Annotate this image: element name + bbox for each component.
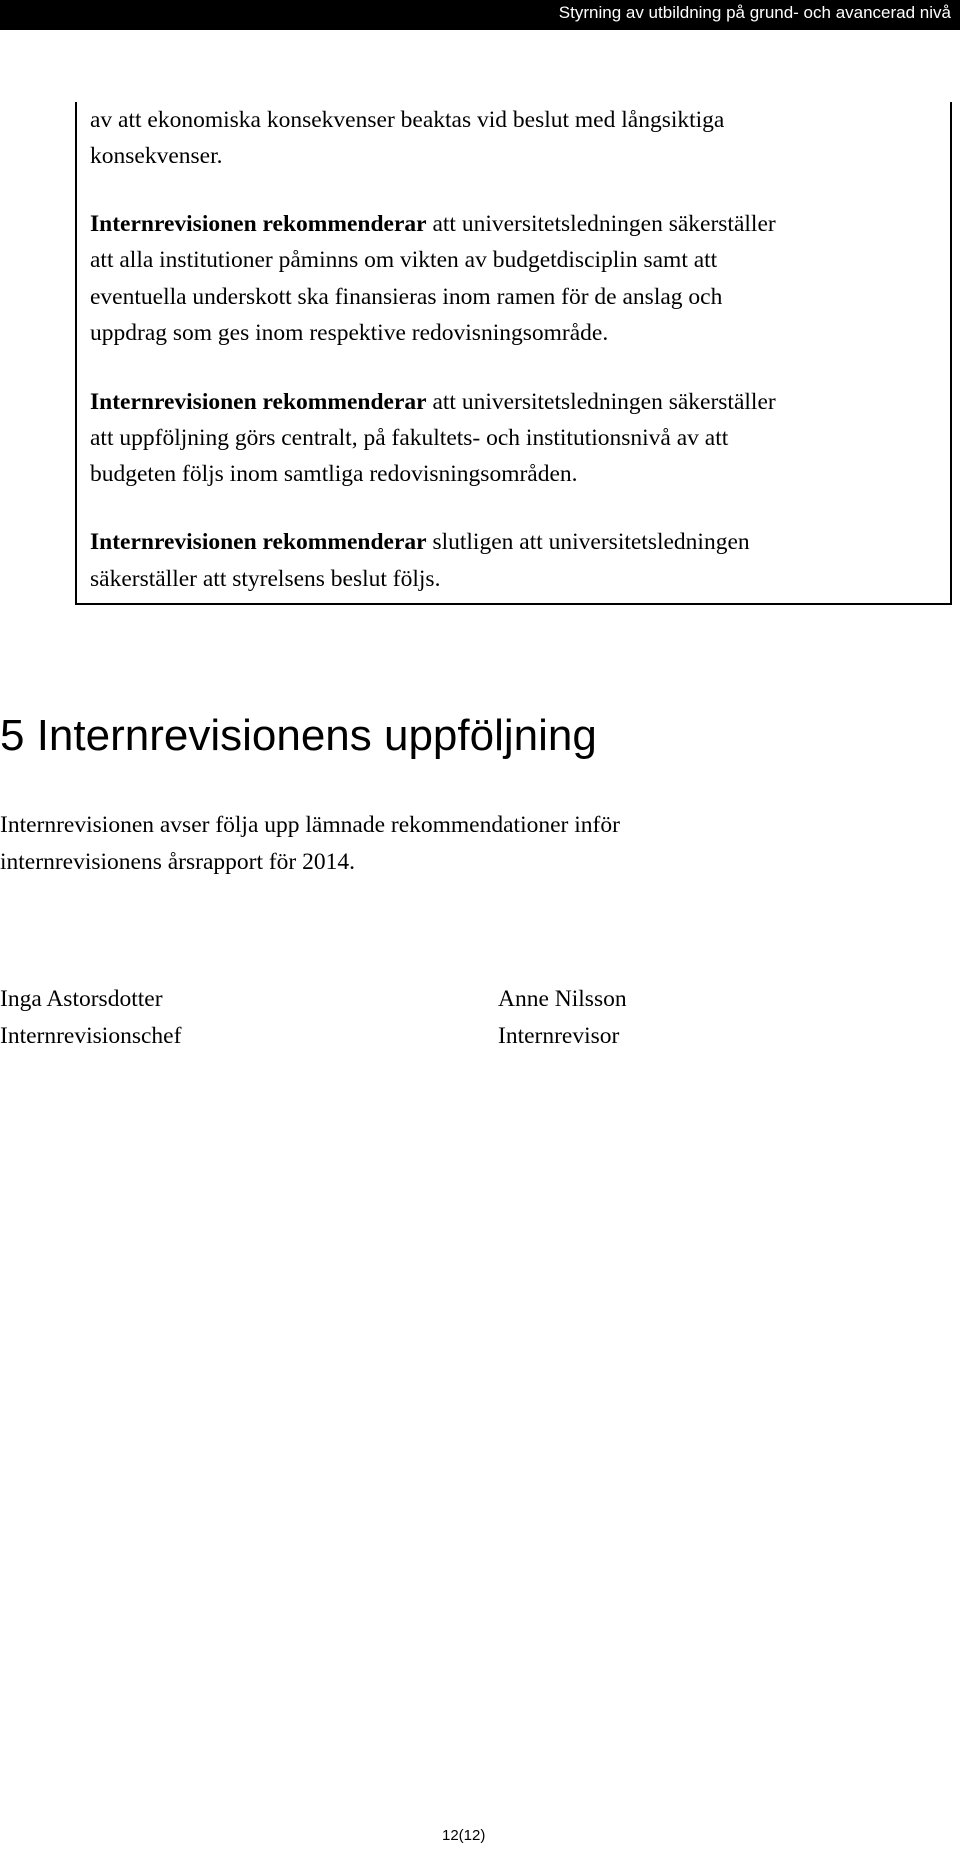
signature-1-title: Internrevisionschef	[0, 1023, 182, 1049]
box-para3-line2: att uppföljning görs centralt, på fakultets- och institutionsnivå av att	[90, 425, 729, 451]
box-para3-line1	[90, 384, 776, 421]
box-para2-line2: att alla institutioner påminns om vikten av budgetdisciplin samt att	[90, 247, 718, 273]
box-para2-line1	[90, 206, 776, 243]
box-para2-line4: uppdrag som ges inom respektive redovisningsområde.	[90, 320, 609, 346]
section-heading: 5 Internrevisionens uppföljning	[0, 711, 597, 760]
signature-1-name: Inga Astorsdotter	[0, 986, 163, 1012]
box-para3-line1-rest: att universitetsledningen säkerställer	[432, 389, 776, 415]
signature-2-title: Internrevisor	[498, 1023, 620, 1049]
box-para1-line2: konsekvenser.	[90, 143, 223, 169]
box-para4-line1-rest: slutligen att universitetsledningen	[432, 529, 750, 555]
recommendation-label: Internrevisionen rekommenderar	[90, 529, 427, 555]
page-number: 12(12)	[442, 1827, 486, 1844]
box-para1-line1: av att ekonomiska konsekvenser beaktas vid beslut med långsiktiga	[90, 107, 725, 133]
box-para4-line2: säkerställer att styrelsens beslut följs.	[90, 566, 441, 592]
signature-2-name: Anne Nilsson	[498, 986, 627, 1012]
page-header	[0, 0, 960, 30]
recommendation-label: Internrevisionen rekommenderar	[90, 211, 427, 237]
box-para3-line3: budgeten följs inom samtliga redovisningsområden.	[90, 461, 578, 487]
header-title: Styrning av utbildning på grund- och avancerad nivå	[558, 3, 951, 22]
recommendation-label: Internrevisionen rekommenderar	[90, 389, 427, 415]
section-body-line1: Internrevisionen avser följa upp lämnade rekommendationer inför	[0, 812, 620, 838]
box-para4-line1	[90, 524, 750, 561]
section-body-line2: internrevisionens årsrapport för 2014.	[0, 849, 356, 875]
box-para2-line1-rest: att universitetsledningen säkerställer	[432, 211, 776, 237]
box-para2-line3: eventuella underskott ska finansieras inom ramen för de anslag och	[90, 284, 723, 310]
